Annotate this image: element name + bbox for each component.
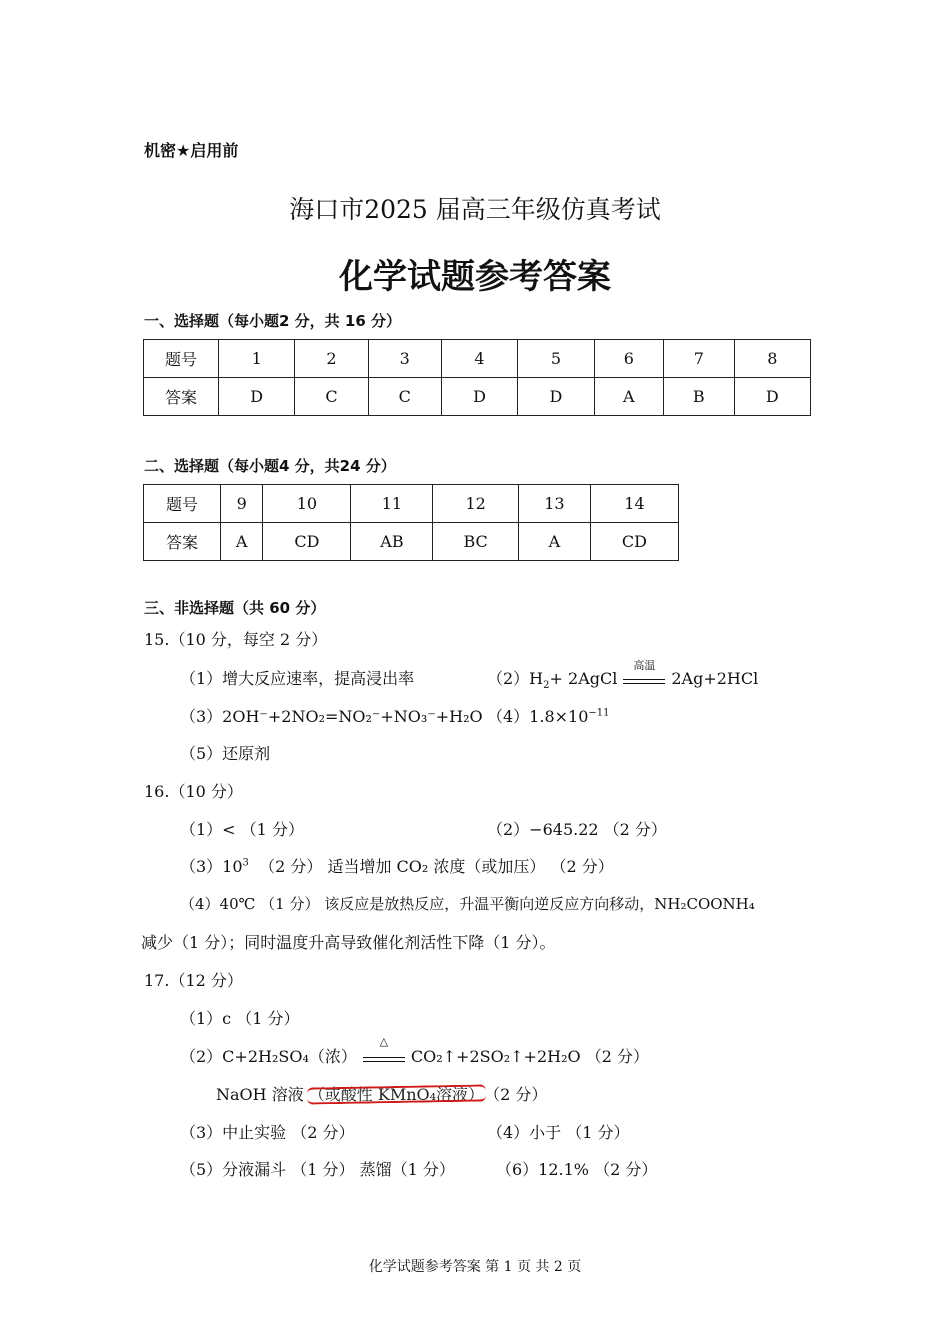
- q17-a2b-score: （2 分）: [484, 1085, 548, 1104]
- answer-cell: A: [594, 378, 663, 416]
- section1-heading: 一、选择题（每小题2 分，共 16 分）: [144, 312, 401, 330]
- answer-cell: CD: [590, 523, 678, 561]
- answer-cell: C: [295, 378, 368, 416]
- q17-answer-3: （3）中止实验 （2 分）: [180, 1123, 355, 1142]
- document-title: 化学试题参考答案: [339, 257, 611, 297]
- question-number: 2: [295, 340, 368, 378]
- q17-answer-2b: [216, 1082, 547, 1105]
- struck-out-answer: （或酸性 KMnO₄溶液）: [309, 1082, 484, 1105]
- q17-a2b-prefix: NaOH 溶液: [216, 1085, 304, 1104]
- question-number: 3: [368, 340, 441, 378]
- q15-answer-1: （1）增大反应速率，提高浸出率: [180, 669, 415, 688]
- q15-answer-5: （5）还原剂: [180, 744, 271, 763]
- answer-cell: A: [518, 523, 590, 561]
- q15-answer-4: [487, 704, 610, 727]
- subscript-2: 2: [543, 680, 550, 692]
- q16-a3-exponent: 3: [242, 857, 249, 869]
- table-row: [144, 340, 811, 378]
- q17-a2-tail: CO₂↑+2SO₂↑+2H₂O （2 分）: [410, 1047, 649, 1066]
- q15-a2-prefix: （2）H: [487, 669, 544, 688]
- q16-answer-4: （4）40℃ （1 分） 该反应是放热反应，升温平衡向逆反应方向移动，NH₂COONH₄: [180, 895, 755, 913]
- answer-cell: B: [664, 378, 735, 416]
- table-row: [144, 378, 811, 416]
- answer-cell: BC: [433, 523, 518, 561]
- q15-a4-exponent: −11: [588, 707, 610, 719]
- q15-a2-mid: + 2AgCl: [549, 669, 618, 688]
- q17-heading: 17.（12 分）: [144, 971, 243, 990]
- row-label: 题号: [144, 340, 219, 378]
- q15-a4-prefix: （4）1.8×10: [487, 707, 589, 726]
- q16-answer-3: [180, 854, 614, 877]
- answer-cell: A: [221, 523, 263, 561]
- condition-label: △: [379, 1035, 389, 1048]
- question-number: 13: [518, 485, 590, 523]
- q15-heading: 15.（10 分，每空 2 分）: [144, 630, 328, 649]
- q16-answer-2: （2）−645.22 （2 分）: [487, 820, 667, 839]
- question-number: 7: [664, 340, 735, 378]
- q15-answer-2: [487, 659, 759, 692]
- answer-cell: D: [734, 378, 810, 416]
- question-number: 9: [221, 485, 263, 523]
- question-number: 1: [219, 340, 295, 378]
- answer-cell: C: [368, 378, 441, 416]
- answer-cell: D: [219, 378, 295, 416]
- q17-answer-6: （6）12.1% （2 分）: [496, 1160, 658, 1179]
- question-number: 8: [734, 340, 810, 378]
- question-number: 10: [263, 485, 351, 523]
- question-number: 12: [433, 485, 518, 523]
- q17-a2-prefix: （2）C+2H₂SO₄（浓）: [180, 1047, 357, 1066]
- q17-answer-4: （4）小于 （1 分）: [487, 1123, 630, 1142]
- answer-cell: AB: [351, 523, 433, 561]
- q16-answer-1: （1）< （1 分）: [180, 820, 304, 839]
- reaction-condition: [363, 1035, 405, 1062]
- row-label: 题号: [144, 485, 221, 523]
- q16-a3-rest: （2 分） 适当增加 CO₂ 浓度（或加压） （2 分）: [259, 857, 614, 876]
- q16-heading: 16.（10 分）: [144, 782, 243, 801]
- q17-answer-5: （5）分液漏斗 （1 分） 蒸馏（1 分）: [180, 1160, 455, 1179]
- section3-heading: 三、非选择题（共 60 分）: [144, 599, 326, 617]
- page-footer: 化学试题参考答案 第 1 页 共 2 页: [368, 1259, 582, 1275]
- table-row: [144, 485, 679, 523]
- equals-bar: [623, 679, 665, 684]
- q15-answer-3: （3）2OH⁻+2NO₂=NO₂⁻+NO₃⁻+H₂O: [180, 707, 483, 726]
- section1-answer-table: [143, 339, 811, 416]
- section2-heading: 二、选择题（每小题4 分，共24 分）: [144, 457, 396, 475]
- q16-a3-prefix: （3）10: [180, 857, 243, 876]
- table-row: [144, 523, 679, 561]
- answer-cell: D: [518, 378, 594, 416]
- question-number: 6: [594, 340, 663, 378]
- q17-answer-2: [180, 1035, 649, 1067]
- condition-label: 高温: [633, 659, 656, 672]
- answer-cell: D: [441, 378, 517, 416]
- row-label: 答案: [144, 378, 219, 416]
- confidential-mark: 机密★启用前: [144, 141, 239, 160]
- question-number: 5: [518, 340, 594, 378]
- q16-answer-4-continued: 减少（1 分）；同时温度升高导致催化剂活性下降（1 分）。: [141, 933, 556, 952]
- row-label: 答案: [144, 523, 221, 561]
- answer-cell: CD: [263, 523, 351, 561]
- q15-a2-tail: 2Ag+2HCl: [671, 669, 759, 688]
- equals-bar: [363, 1057, 405, 1062]
- question-number: 14: [590, 485, 678, 523]
- q17-answer-1: （1）c （1 分）: [180, 1009, 300, 1028]
- section2-answer-table: [143, 484, 679, 561]
- question-number: 11: [351, 485, 433, 523]
- reaction-condition: [623, 659, 665, 684]
- exam-title: 海口市2025 届高三年级仿真考试: [289, 195, 661, 224]
- question-number: 4: [441, 340, 517, 378]
